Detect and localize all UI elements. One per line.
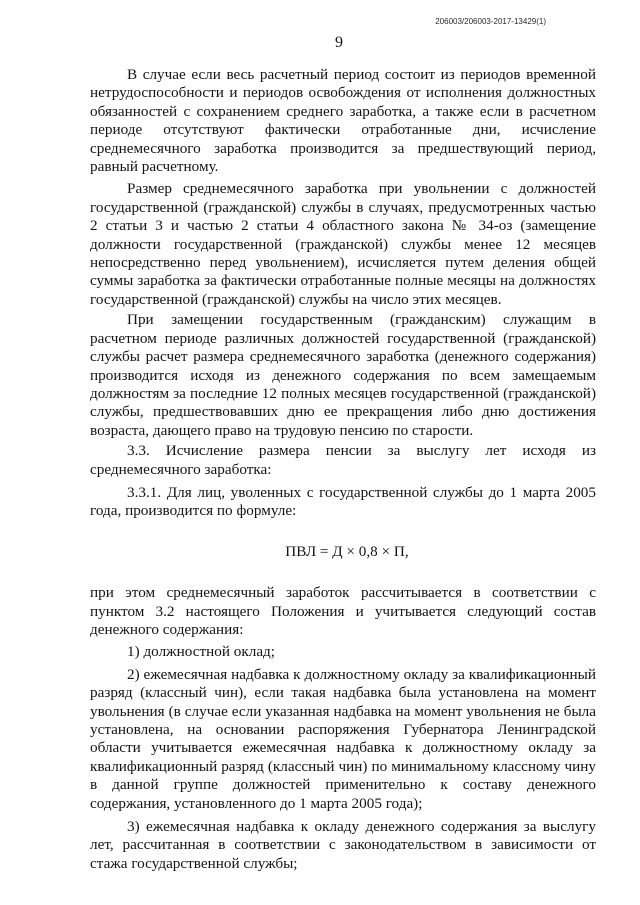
- section-heading-3-3: 3.3. Исчисление размера пенсии за выслугу лет исходя из среднемесячного заработка:: [90, 442, 596, 478]
- paragraph-salary-composition: при этом среднемесячный заработок рассчитывается в соответствии с пунктом 3.2 настоящего Положения и учитывается следующий состав денежного содержания:: [90, 584, 596, 638]
- paragraph-calculation-period: В случае если весь расчетный период состоит из периодов временной нетрудоспособности и периодов освобождения от исполнения должностных обязанностей с сохранением среднего заработка, а также если в расчетном периоде отсутствуют фактически отработанные дни, исчисление среднемесячного заработка производится за предшествующий период, равный расчетному.: [90, 66, 596, 176]
- page-number: 9: [335, 34, 343, 51]
- formula: ПВЛ = Д × 0,8 × П,: [285, 542, 409, 560]
- paragraph-average-salary-dismissal: Размер среднемесячного заработка при увольнении с должностей государственной (гражданской) службы в случаях, предусмотренных частью 2 статьи 3 и частью 2 статьи 4 областного закона № 34-оз (замещение должности государственной (гражданской) службы менее 12 месяцев непосредственно перед увольнением), исчисляется путем деления общей суммы заработка за фактически отработанные полные месяцы на должностях государственной (гражданской) службы на число этих месяцев.: [90, 180, 596, 308]
- list-item-3: 3) ежемесячная надбавка к окладу денежного содержания за выслугу лет, рассчитанная в соответствии с законодательством в зависимости от стажа государственной службы;: [90, 818, 596, 872]
- section-heading-3-3-1: 3.3.1. Для лиц, уволенных с государственной службы до 1 марта 2005 года, производится по формуле:: [90, 483, 596, 520]
- paragraph-different-positions: При замещении государственным (гражданским) служащим в расчетном периоде различных должностей государственной (гражданской) службы расчет размера среднемесячного заработка (денежного содержания) производится исходя из денежного содержания по всем замещаемым должностям за последние 12 полных месяцев государственной (гражданской) службы, предшествовавших дню ее прекращения либо дню достижения возраста, дающего право на трудовую пенсию по старости.: [90, 311, 596, 439]
- list-item-2: 2) ежемесячная надбавка к должностному окладу за квалификационный разряд (классный чин), если такая надбавка была установлена на момент увольнения (в случае если указанная надбавка на момент увольнения не была установлена, на основании распоряжения Губернатора Ленинградской области учитывается ежемесячная надбавка к должностному окладу за квалификационный разряд (классный чин) по минимальному классному чину в данной группе должностей применительно к составу денежного содержания, установленного до 1 марта 2005 года);: [90, 665, 596, 812]
- document-body: [90, 66, 596, 873]
- list-item-1: 1) должностной оклад;: [127, 643, 276, 661]
- doc-code: 206003/206003-2017-13429(1): [435, 17, 546, 26]
